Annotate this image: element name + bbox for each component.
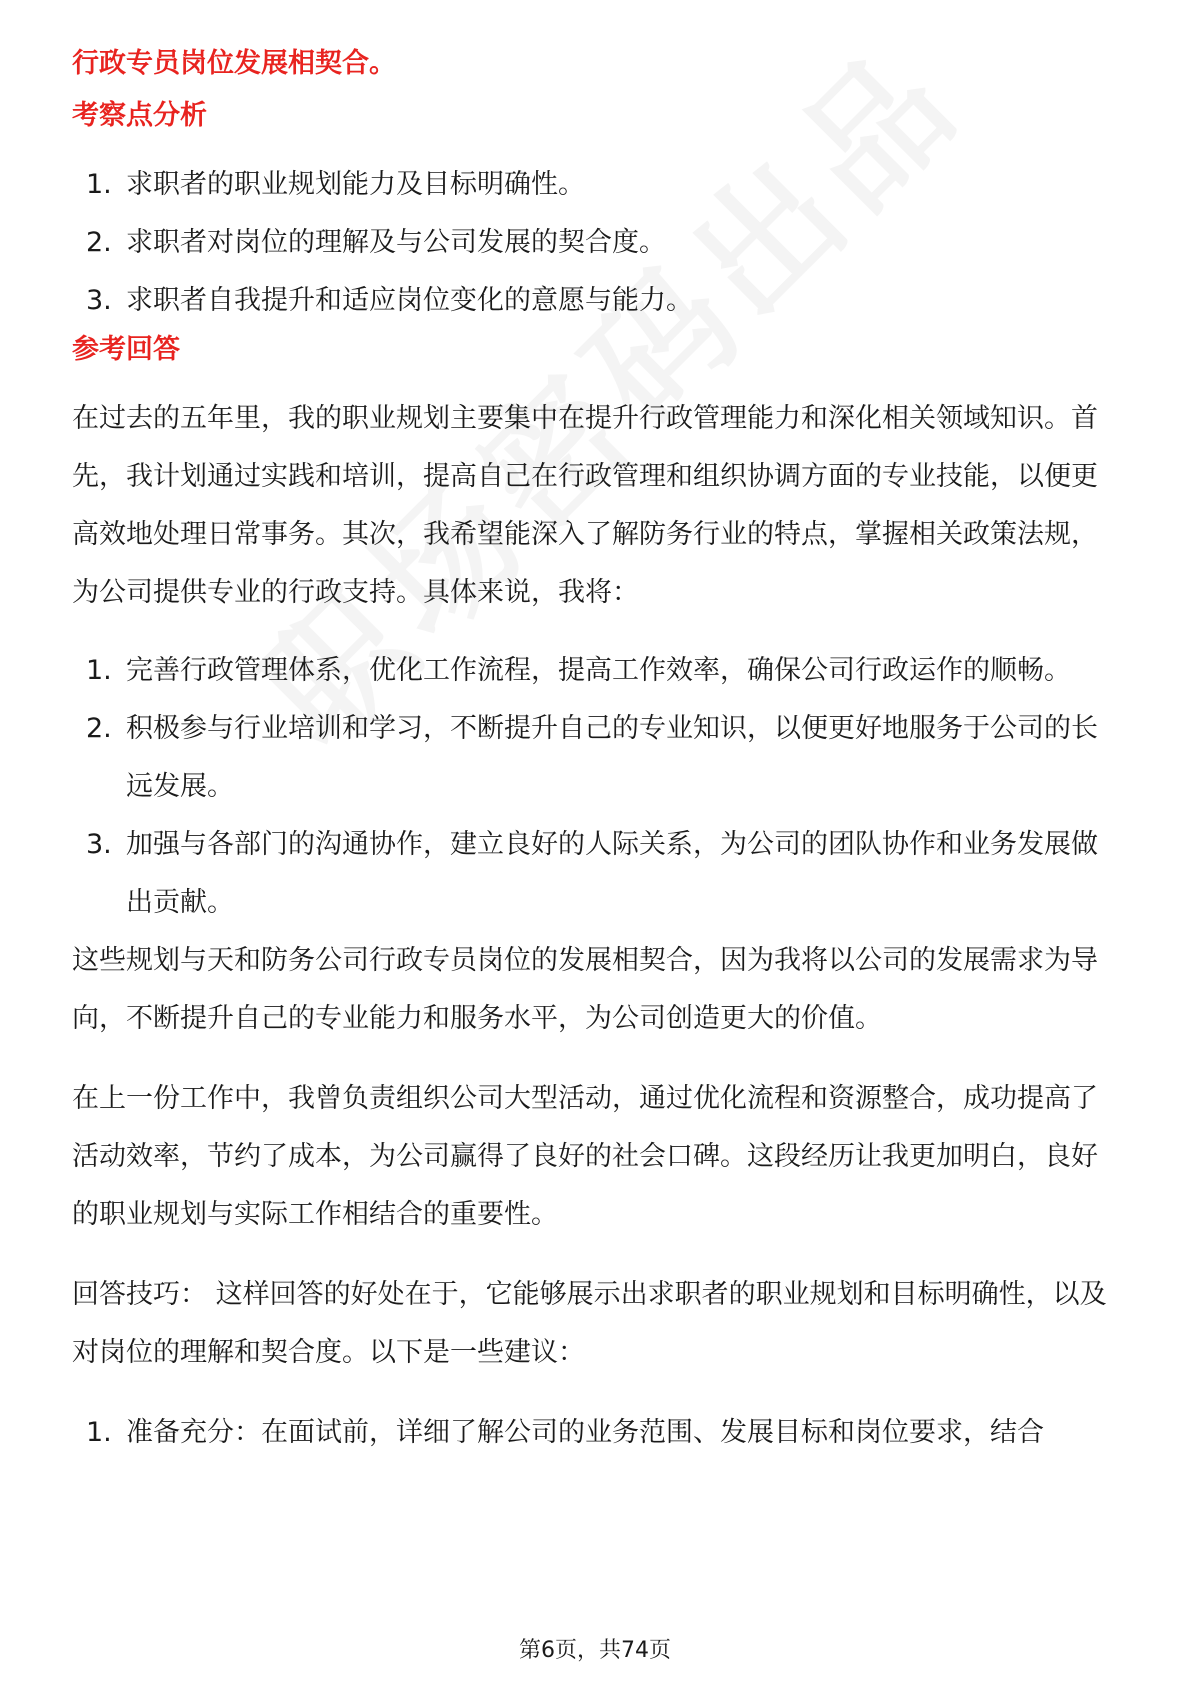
list-item (72, 642, 1118, 700)
list-number: 1. (86, 1417, 112, 1448)
list-item (72, 156, 1118, 214)
answer-intro-paragraph: 在过去的五年里，我的职业规划主要集中在提升行政管理能力和深化相关领域知识。首先，我计划通过实践和培训，提高自己在行政管理和组织协调方面的专业技能，以便更高效地处理日常事务。其次，我希望能深入了解防务行业的特点，掌握相关政策法规，为公司提供专业的行政支持。具体来说，我将： (72, 403, 1098, 608)
list-text: 求职者自我提升和适应岗位变化的意愿与能力。 (126, 285, 693, 316)
list-text: 积极参与行业培训和学习，不断提升自己的专业知识，以便更好地服务于公司的长远发展。 (126, 713, 1098, 802)
page-number: 第6页，共74页 (519, 1638, 671, 1663)
answer-heading: 参考回答 (72, 334, 180, 365)
list-text: 求职者的职业规划能力及目标明确性。 (126, 169, 585, 200)
plan-list (72, 642, 1118, 932)
continued-title: 行政专员岗位发展相契合。 (72, 48, 396, 79)
alignment-paragraph: 这些规划与天和防务公司行政专员岗位的发展相契合，因为我将以公司的发展需求为导向，不断提升自己的专业能力和服务水平，为公司创造更大的价值。 (72, 945, 1098, 1034)
list-number: 3. (86, 829, 112, 860)
tips-paragraph: 回答技巧： 这样回答的好处在于，它能够展示出求职者的职业规划和目标明确性，以及对岗位的理解和契合度。以下是一些建议： (72, 1279, 1107, 1368)
analysis-list (72, 156, 1118, 330)
list-item (72, 1404, 1118, 1462)
list-item (72, 214, 1118, 272)
list-item (72, 816, 1118, 932)
list-text: 准备充分：在面试前，详细了解公司的业务范围、发展目标和岗位要求，结合 (126, 1417, 1044, 1448)
list-item (72, 700, 1118, 816)
list-number: 3. (86, 285, 112, 316)
list-text: 求职者对岗位的理解及与公司发展的契合度。 (126, 227, 666, 258)
suggestion-list (72, 1404, 1118, 1462)
list-number: 1. (86, 655, 112, 686)
list-number: 2. (86, 227, 112, 258)
experience-paragraph: 在上一份工作中，我曾负责组织公司大型活动，通过优化流程和资源整合，成功提高了活动效率，节约了成本，为公司赢得了良好的社会口碑。这段经历让我更加明白，良好的职业规划与实际工作相结合的重要性。 (72, 1083, 1098, 1230)
list-text: 加强与各部门的沟通协作，建立良好的人际关系，为公司的团队协作和业务发展做出贡献。 (126, 829, 1098, 918)
list-text: 完善行政管理体系，优化工作流程，提高工作效率，确保公司行政运作的顺畅。 (126, 655, 1071, 686)
list-item (72, 272, 1118, 330)
list-number: 2. (86, 713, 112, 744)
page-content (72, 44, 1118, 1462)
list-number: 1. (86, 169, 112, 200)
analysis-heading: 考察点分析 (72, 100, 207, 131)
